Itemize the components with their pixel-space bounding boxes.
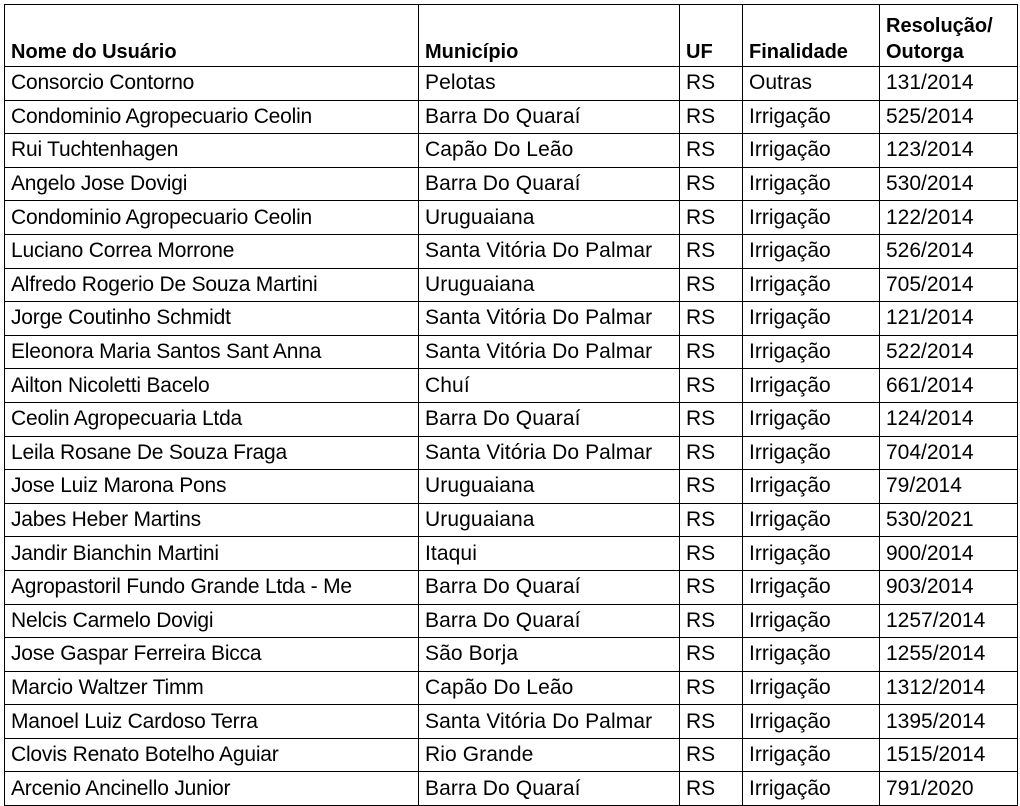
cell-resolucao-outorga: 530/2014 [880, 167, 1018, 201]
cell-municipio: Rio Grande [419, 738, 680, 772]
cell-municipio: Chuí [419, 369, 680, 403]
cell-municipio: Barra Do Quaraí [419, 604, 680, 638]
cell-uf: RS [680, 402, 743, 436]
cell-finalidade: Irrigação [743, 671, 880, 705]
cell-municipio: Pelotas [419, 67, 680, 101]
cell-uf: RS [680, 671, 743, 705]
table-row [5, 436, 1018, 470]
cell-resolucao-outorga: 791/2020 [880, 772, 1018, 806]
cell-uf: RS [680, 705, 743, 739]
cell-uf: RS [680, 100, 743, 134]
cell-nome-do-usuario: Leila Rosane De Souza Fraga [5, 436, 419, 470]
cell-municipio: Uruguaiana [419, 201, 680, 235]
cell-municipio: Uruguaiana [419, 503, 680, 537]
table-row [5, 402, 1018, 436]
table-header [5, 5, 1018, 67]
cell-municipio: Capão Do Leão [419, 134, 680, 168]
cell-uf: RS [680, 268, 743, 302]
cell-finalidade: Irrigação [743, 570, 880, 604]
cell-municipio: Santa Vitória Do Palmar [419, 302, 680, 336]
table-row [5, 705, 1018, 739]
cell-uf: RS [680, 167, 743, 201]
cell-nome-do-usuario: Ailton Nicoletti Bacelo [5, 369, 419, 403]
cell-uf: RS [680, 570, 743, 604]
cell-finalidade: Irrigação [743, 302, 880, 336]
cell-municipio: São Borja [419, 638, 680, 672]
cell-nome-do-usuario: Eleonora Maria Santos Sant Anna [5, 335, 419, 369]
header-finalidade: Finalidade [743, 5, 880, 67]
cell-nome-do-usuario: Jose Luiz Marona Pons [5, 470, 419, 504]
cell-resolucao-outorga: 79/2014 [880, 470, 1018, 504]
cell-municipio: Uruguaiana [419, 268, 680, 302]
table-row [5, 100, 1018, 134]
cell-finalidade: Irrigação [743, 604, 880, 638]
cell-finalidade: Irrigação [743, 100, 880, 134]
cell-municipio: Barra Do Quaraí [419, 402, 680, 436]
outorgas-table [4, 4, 1018, 806]
table-row [5, 671, 1018, 705]
header-municipio: Município [419, 5, 680, 67]
table-row [5, 201, 1018, 235]
cell-municipio: Itaqui [419, 537, 680, 571]
table-row [5, 134, 1018, 168]
cell-finalidade: Irrigação [743, 772, 880, 806]
cell-nome-do-usuario: Alfredo Rogerio De Souza Martini [5, 268, 419, 302]
table-row [5, 67, 1018, 101]
cell-uf: RS [680, 134, 743, 168]
table-row [5, 167, 1018, 201]
cell-uf: RS [680, 369, 743, 403]
cell-nome-do-usuario: Clovis Renato Botelho Aguiar [5, 738, 419, 772]
cell-nome-do-usuario: Arcenio Ancinello Junior [5, 772, 419, 806]
cell-municipio: Santa Vitória Do Palmar [419, 436, 680, 470]
cell-uf: RS [680, 470, 743, 504]
table-row [5, 302, 1018, 336]
table-row [5, 268, 1018, 302]
table-row [5, 570, 1018, 604]
cell-resolucao-outorga: 522/2014 [880, 335, 1018, 369]
table-row [5, 604, 1018, 638]
cell-nome-do-usuario: Luciano Correa Morrone [5, 234, 419, 268]
cell-finalidade: Irrigação [743, 436, 880, 470]
cell-resolucao-outorga: 1312/2014 [880, 671, 1018, 705]
cell-uf: RS [680, 67, 743, 101]
table-row [5, 503, 1018, 537]
cell-resolucao-outorga: 122/2014 [880, 201, 1018, 235]
cell-finalidade: Irrigação [743, 470, 880, 504]
cell-resolucao-outorga: 903/2014 [880, 570, 1018, 604]
cell-uf: RS [680, 436, 743, 470]
cell-finalidade: Irrigação [743, 335, 880, 369]
cell-uf: RS [680, 738, 743, 772]
cell-uf: RS [680, 604, 743, 638]
cell-nome-do-usuario: Angelo Jose Dovigi [5, 167, 419, 201]
cell-resolucao-outorga: 526/2014 [880, 234, 1018, 268]
cell-municipio: Uruguaiana [419, 470, 680, 504]
cell-nome-do-usuario: Jandir Bianchin Martini [5, 537, 419, 571]
table-row [5, 234, 1018, 268]
cell-resolucao-outorga: 1515/2014 [880, 738, 1018, 772]
header-uf: UF [680, 5, 743, 67]
cell-finalidade: Irrigação [743, 537, 880, 571]
cell-municipio: Barra Do Quaraí [419, 772, 680, 806]
cell-nome-do-usuario: Marcio Waltzer Timm [5, 671, 419, 705]
cell-resolucao-outorga: 525/2014 [880, 100, 1018, 134]
cell-nome-do-usuario: Agropastoril Fundo Grande Ltda - Me [5, 570, 419, 604]
cell-nome-do-usuario: Jose Gaspar Ferreira Bicca [5, 638, 419, 672]
cell-finalidade: Irrigação [743, 705, 880, 739]
cell-finalidade: Irrigação [743, 402, 880, 436]
cell-finalidade: Irrigação [743, 167, 880, 201]
cell-resolucao-outorga: 1257/2014 [880, 604, 1018, 638]
cell-resolucao-outorga: 123/2014 [880, 134, 1018, 168]
cell-uf: RS [680, 503, 743, 537]
header-nome-do-usuario: Nome do Usuário [5, 5, 419, 67]
cell-resolucao-outorga: 661/2014 [880, 369, 1018, 403]
cell-finalidade: Irrigação [743, 201, 880, 235]
cell-resolucao-outorga: 1255/2014 [880, 638, 1018, 672]
cell-nome-do-usuario: Jabes Heber Martins [5, 503, 419, 537]
cell-uf: RS [680, 638, 743, 672]
table-body [5, 67, 1018, 806]
cell-finalidade: Irrigação [743, 234, 880, 268]
table-row [5, 369, 1018, 403]
cell-resolucao-outorga: 705/2014 [880, 268, 1018, 302]
cell-nome-do-usuario: Consorcio Contorno [5, 67, 419, 101]
cell-municipio: Santa Vitória Do Palmar [419, 234, 680, 268]
cell-uf: RS [680, 772, 743, 806]
cell-nome-do-usuario: Jorge Coutinho Schmidt [5, 302, 419, 336]
cell-resolucao-outorga: 530/2021 [880, 503, 1018, 537]
table-row [5, 738, 1018, 772]
cell-municipio: Santa Vitória Do Palmar [419, 705, 680, 739]
cell-nome-do-usuario: Rui Tuchtenhagen [5, 134, 419, 168]
cell-nome-do-usuario: Condominio Agropecuario Ceolin [5, 100, 419, 134]
cell-resolucao-outorga: 704/2014 [880, 436, 1018, 470]
cell-uf: RS [680, 335, 743, 369]
cell-nome-do-usuario: Condominio Agropecuario Ceolin [5, 201, 419, 235]
cell-municipio: Barra Do Quaraí [419, 570, 680, 604]
cell-resolucao-outorga: 131/2014 [880, 67, 1018, 101]
cell-resolucao-outorga: 1395/2014 [880, 705, 1018, 739]
table-row [5, 638, 1018, 672]
cell-nome-do-usuario: Nelcis Carmelo Dovigi [5, 604, 419, 638]
cell-municipio: Santa Vitória Do Palmar [419, 335, 680, 369]
header-row [5, 5, 1018, 67]
cell-resolucao-outorga: 900/2014 [880, 537, 1018, 571]
header-resolucao-line1: Resolução/ [886, 15, 993, 37]
table-row [5, 335, 1018, 369]
cell-uf: RS [680, 302, 743, 336]
cell-finalidade: Irrigação [743, 503, 880, 537]
cell-finalidade: Irrigação [743, 738, 880, 772]
cell-finalidade: Outras [743, 67, 880, 101]
cell-finalidade: Irrigação [743, 268, 880, 302]
table-row [5, 537, 1018, 571]
cell-municipio: Barra Do Quaraí [419, 100, 680, 134]
cell-municipio: Capão Do Leão [419, 671, 680, 705]
cell-finalidade: Irrigação [743, 638, 880, 672]
cell-nome-do-usuario: Ceolin Agropecuaria Ltda [5, 402, 419, 436]
cell-finalidade: Irrigação [743, 369, 880, 403]
table-row [5, 470, 1018, 504]
cell-resolucao-outorga: 121/2014 [880, 302, 1018, 336]
header-resolucao-outorga [880, 5, 1018, 67]
cell-resolucao-outorga: 124/2014 [880, 402, 1018, 436]
header-resolucao-line2: Outorga [886, 41, 964, 63]
cell-nome-do-usuario: Manoel Luiz Cardoso Terra [5, 705, 419, 739]
cell-municipio: Barra Do Quaraí [419, 167, 680, 201]
cell-uf: RS [680, 537, 743, 571]
cell-finalidade: Irrigação [743, 134, 880, 168]
cell-uf: RS [680, 201, 743, 235]
cell-uf: RS [680, 234, 743, 268]
